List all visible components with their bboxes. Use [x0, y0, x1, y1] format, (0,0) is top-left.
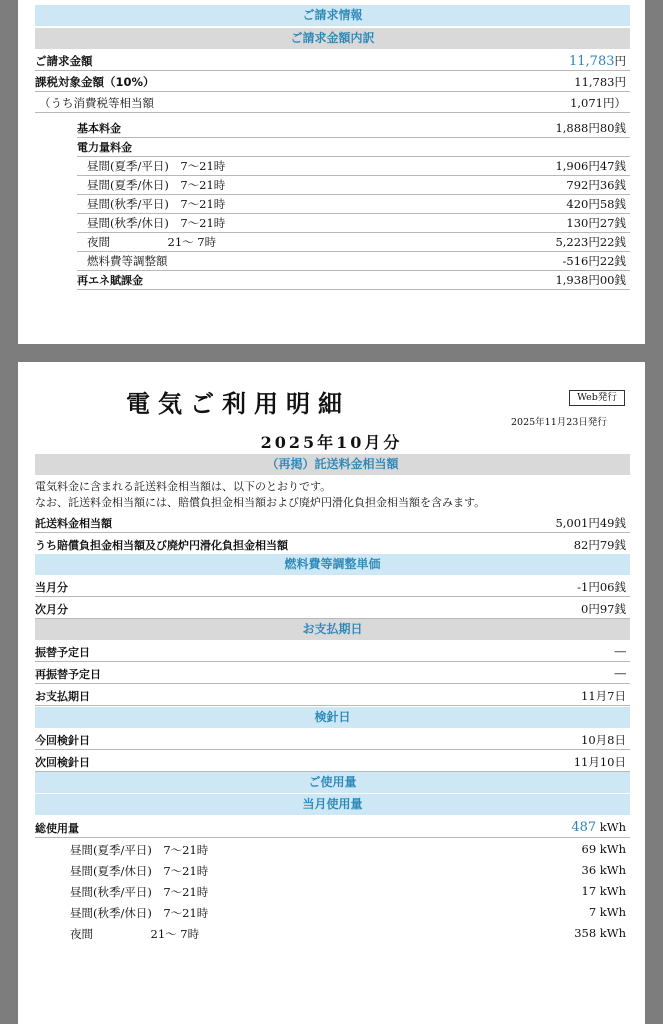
- document-title: 電気ご利用明細: [126, 389, 350, 418]
- meter-current-value: 10月8日: [581, 733, 626, 747]
- charge-row: [77, 155, 630, 176]
- charge-row: [77, 231, 630, 252]
- usage-total-label: 総使用量: [35, 822, 79, 835]
- usage-total-row: [35, 817, 630, 838]
- consignment-value: 5,001円49銭: [555, 516, 626, 530]
- charge-value: 420円58銭: [566, 197, 626, 211]
- billing-period: 2025年10月分: [260, 433, 403, 452]
- usage-row: [70, 923, 630, 943]
- billing-page: [18, 0, 645, 344]
- payment-due-header: お支払期日: [35, 619, 630, 640]
- charge-row: [77, 212, 630, 233]
- usage-value: 69 kWh: [581, 842, 626, 856]
- detail-page: [18, 362, 645, 1024]
- consignment-note-2: なお、託送料金相当額には、賠償負担金相当額および廃炉円滑化負担金相当額を含みます。: [35, 496, 486, 509]
- consignment-label: 託送料金相当額: [35, 517, 112, 530]
- taxable-value: 11,783円: [574, 75, 626, 89]
- charge-label: 夜間 21～ 7時: [87, 235, 217, 249]
- usage-header: ご使用量: [35, 772, 630, 793]
- usage-row: [70, 902, 630, 922]
- usage-row: [70, 839, 630, 859]
- monthly-usage-header: 当月使用量: [35, 794, 630, 815]
- compensation-row: [35, 534, 630, 555]
- transfer-value: ―: [614, 644, 626, 658]
- charge-label: 再エネ賦課金: [77, 274, 143, 287]
- usage-row: [70, 881, 630, 901]
- charge-value: 5,223円22銭: [555, 235, 626, 249]
- billing-total-row: [35, 50, 630, 71]
- billing-total-amount: 11,783: [569, 54, 615, 69]
- consignment-row: [35, 512, 630, 533]
- tax-value: 1,071円）: [570, 96, 626, 110]
- due-date-value: 11月7日: [581, 689, 626, 703]
- taxable-label: 課税対象金額（10%）: [35, 75, 155, 89]
- fuel-row: [35, 598, 630, 619]
- taxable-row: [35, 71, 630, 92]
- billing-total-value: [569, 53, 626, 69]
- retransfer-label: 再振替予定日: [35, 668, 101, 681]
- compensation-label: うち賠償負担金相当額及び廃炉円滑化負担金相当額: [35, 539, 288, 552]
- fuel-current-value: -1円06銭: [577, 580, 626, 594]
- charge-row: [77, 193, 630, 214]
- tax-row: [35, 92, 630, 113]
- charge-value: 1,938円00銭: [555, 273, 626, 287]
- meter-current-label: 今回検針日: [35, 734, 90, 747]
- charge-value: 792円36銭: [566, 178, 626, 192]
- compensation-value: 82円79銭: [573, 538, 626, 552]
- web-issued-badge: Web発行: [569, 390, 625, 406]
- fuel-current-label: 当月分: [35, 581, 68, 594]
- charge-value: 1,888円80銭: [555, 121, 626, 135]
- usage-label: 昼間(夏季/休日) 7～21時: [70, 864, 209, 878]
- usage-row: [70, 860, 630, 880]
- charge-value: 130円27銭: [566, 216, 626, 230]
- charge-label: 電力量料金: [77, 141, 132, 154]
- billing-total-label: ご請求金額: [35, 54, 93, 68]
- meter-row: [35, 729, 630, 750]
- payment-row: [35, 685, 630, 706]
- fuel-row: [35, 576, 630, 597]
- meter-next-label: 次回検針日: [35, 756, 90, 769]
- usage-label: 昼間(夏季/平日) 7～21時: [70, 843, 209, 857]
- charge-label: 昼間(夏季/平日) 7～21時: [87, 159, 226, 173]
- usage-label: 夜間 21～ 7時: [70, 927, 200, 941]
- usage-label: 昼間(秋季/休日) 7～21時: [70, 906, 209, 920]
- usage-value: 36 kWh: [581, 863, 626, 877]
- payment-row: [35, 663, 630, 684]
- transfer-label: 振替予定日: [35, 646, 90, 659]
- payment-row: [35, 641, 630, 662]
- usage-label: 昼間(秋季/平日) 7～21時: [70, 885, 209, 899]
- consignment-header: （再掲）託送料金相当額: [35, 454, 630, 475]
- billing-breakdown-header: ご請求金額内訳: [35, 28, 630, 49]
- charge-row: [77, 174, 630, 195]
- fuel-next-label: 次月分: [35, 603, 68, 616]
- meter-reading-header: 検針日: [35, 707, 630, 728]
- charge-label: 燃料費等調整額: [87, 254, 168, 268]
- fuel-next-value: 0円97銭: [581, 602, 626, 616]
- usage-total-value: [571, 820, 626, 835]
- charge-label: 昼間(夏季/休日) 7～21時: [87, 178, 226, 192]
- charge-label: 昼間(秋季/平日) 7～21時: [87, 197, 226, 211]
- charge-label: 昼間(秋季/休日) 7～21時: [87, 216, 226, 230]
- meter-next-value: 11月10日: [573, 755, 626, 769]
- retransfer-value: ―: [614, 666, 626, 680]
- tax-label: （うち消費税等相当額: [39, 96, 154, 110]
- charge-row: [77, 136, 630, 157]
- issue-date: 2025年11月23日発行: [511, 417, 607, 428]
- usage-total-amount: 487: [571, 820, 597, 835]
- fuel-adjustment-header: 燃料費等調整単価: [35, 554, 630, 575]
- billing-info-header: ご請求情報: [35, 5, 630, 26]
- due-date-label: お支払期日: [35, 690, 90, 703]
- usage-value: 7 kWh: [588, 905, 626, 919]
- usage-total-unit: kWh: [599, 820, 626, 834]
- charge-row: [77, 269, 630, 290]
- charge-value: -516円22銭: [562, 254, 626, 268]
- usage-value: 358 kWh: [574, 926, 626, 940]
- consignment-note-1: 電気料金に含まれる託送料金相当額は、以下のとおりです。: [35, 480, 332, 493]
- charge-label: 基本料金: [77, 122, 121, 135]
- meter-row: [35, 751, 630, 772]
- charge-row: [77, 250, 630, 271]
- usage-value: 17 kWh: [581, 884, 626, 898]
- billing-total-unit: 円: [614, 54, 626, 68]
- charge-value: 1,906円47銭: [555, 159, 626, 173]
- charge-row: [77, 117, 630, 138]
